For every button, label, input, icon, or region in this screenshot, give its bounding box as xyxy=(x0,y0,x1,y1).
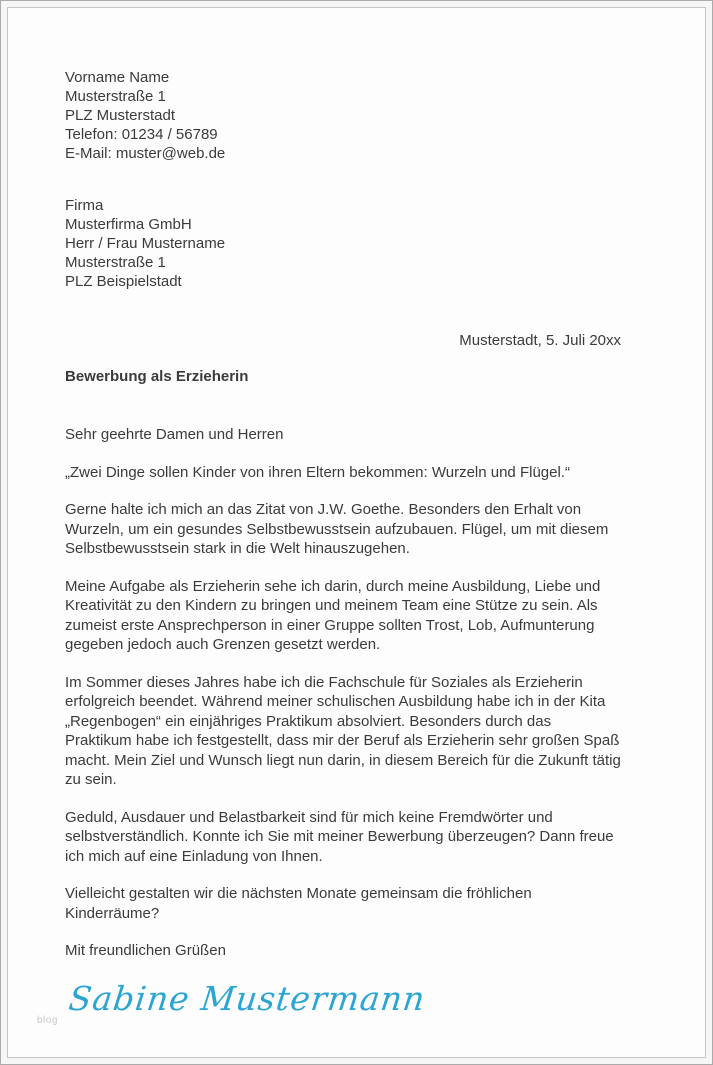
salutation: Sehr geehrte Damen und Herren xyxy=(65,426,284,443)
sender-street: Musterstraße 1 xyxy=(65,88,166,105)
paragraph-4: Geduld, Ausdauer und Belastbarkeit sind für mich keine Fremdwörter und selbstverständlich. Konnte ich Sie mit meiner Bewerbung überzeugen? Dann freue ich mich auf eine Einladung von Ihnen. xyxy=(65,808,614,865)
sender-city: PLZ Musterstadt xyxy=(65,107,176,124)
sender-address-block xyxy=(65,68,621,163)
sender-phone: Telefon: 01234 / 56789 xyxy=(65,126,218,143)
quote-paragraph: „Zwei Dinge sollen Kinder von ihren Eltern bekommen: Wurzeln und Flügel.“ xyxy=(65,463,570,481)
recipient-street: Musterstraße 1 xyxy=(65,254,166,271)
date-line: Musterstadt, 5. Juli 20xx xyxy=(459,332,621,349)
closing-line: Mit freundlichen Grüßen xyxy=(65,942,226,959)
recipient-address-block xyxy=(65,196,621,291)
sender-email: E-Mail: muster@web.de xyxy=(65,145,226,162)
paragraph-3: Im Sommer dieses Jahres habe ich die Fachschule für Soziales als Erzieherin erfolgreich beendet. Während meiner schulischen Ausbildung habe ich in der Kita „Regenbogen“ ein einjähriges Praktikum absolviert. Besonders durch das Praktikum habe ich festgestellt, dass mir der Beruf als Erzieherin sehr großen Spaß macht. Mein Ziel und Wunsch liegt nun darin, in diesem Bereich für die Zukunft tätig zu sein. xyxy=(65,673,621,788)
paragraph-2: Meine Aufgabe als Erzieherin sehe ich darin, durch meine Ausbildung, Liebe und Kreativität zu den Kindern zu bringen und meinem Team eine Stütze zu sein. Als zumeist erste Ansprechperson in einer Gruppe sollten Trost, Lob, Aufmunterung gegeben jedoch auch Grenzen gesetzt werden. xyxy=(65,577,601,653)
subject-line: Bewerbung als Erzieherin xyxy=(65,368,249,385)
signature: Sabine Mustermann xyxy=(66,978,428,1018)
sender-name: Vorname Name xyxy=(65,69,170,86)
paragraph-1: Gerne halte ich mich an das Zitat von J.W. Goethe. Besonders den Erhalt von Wurzeln, um ein gesundes Selbstbewusstsein aufzubauen. Flügel, um mit diesem Selbstbewusstsein stark in die Welt hinauszugehen. xyxy=(65,501,609,557)
recipient-firma-label: Firma xyxy=(65,197,104,214)
recipient-company: Musterfirma GmbH xyxy=(65,216,192,233)
paragraph-5: Vielleicht gestalten wir die nächsten Monate gemeinsam die fröhlichen Kinderräume? xyxy=(65,885,532,922)
recipient-contact-person: Herr / Frau Mustername xyxy=(65,235,226,252)
blog-watermark: blog xyxy=(37,1015,58,1026)
recipient-city: PLZ Beispielstadt xyxy=(65,273,182,290)
letter-sheet xyxy=(7,7,706,1058)
